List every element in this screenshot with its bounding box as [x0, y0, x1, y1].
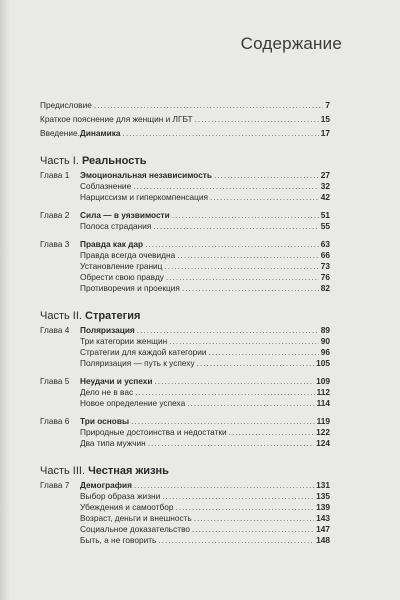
entry-label: Сила — в уязвимости [80, 210, 170, 220]
entry-label: Правда всегда очевидна [80, 250, 176, 260]
entry-label: Обрести свою правду [80, 272, 164, 282]
page-number: 148 [316, 535, 330, 545]
dot-leader [195, 114, 319, 125]
entry-label: Поляризация — путь к успеху [80, 358, 195, 368]
page-number: 122 [316, 427, 330, 437]
toc-chapter-entry [40, 376, 330, 387]
page-number: 32 [320, 181, 330, 191]
dot-leader [135, 387, 315, 398]
dot-leader [148, 438, 314, 449]
dot-leader [137, 325, 319, 336]
dot-leader [229, 427, 315, 438]
entry-label: Эмоциональная независимость [80, 170, 212, 180]
toc-section-entry [40, 261, 330, 272]
page-number: 124 [316, 438, 330, 448]
dot-leader [194, 513, 314, 524]
entry-label: Краткое пояснение для женщин и ЛГБТ [40, 114, 193, 124]
entry-label: Новое определение успеха [80, 398, 186, 408]
part-heading [40, 154, 330, 168]
entry-label: Дело не в вас [80, 387, 134, 397]
chapter-number: Глава 1 [40, 170, 70, 180]
chapter-number: Глава 4 [40, 325, 70, 335]
page-title: Содержание [240, 34, 342, 53]
chapter-number: Глава 6 [40, 416, 70, 426]
chapter-number: Глава 3 [40, 239, 70, 249]
dot-leader [197, 358, 315, 369]
chapter-number: Глава 7 [40, 480, 70, 490]
dot-leader [166, 272, 319, 283]
dot-leader [172, 210, 319, 221]
part-prefix: Часть III. [40, 465, 89, 477]
toc-section-entry [40, 427, 330, 438]
dot-leader [123, 128, 319, 139]
page-number: 27 [320, 170, 330, 180]
page-number: 17 [320, 128, 330, 138]
chapter-number: Глава 2 [40, 210, 70, 220]
page-number: 7 [325, 100, 330, 110]
part-heading [40, 464, 330, 478]
page-number: 82 [320, 283, 330, 293]
toc-chapter-entry [40, 210, 330, 221]
toc-front-entry [40, 128, 330, 139]
entry-label: Поляризация [80, 325, 135, 335]
dot-leader [134, 480, 314, 491]
toc-section-entry [40, 181, 330, 192]
toc-section-entry [40, 250, 330, 261]
entry-label: Убеждения и самоотбор [80, 502, 174, 512]
entry-label: Три основы [80, 416, 130, 426]
page-number: 51 [320, 210, 330, 220]
entry-label: Правда как дар [80, 239, 144, 249]
dot-leader [133, 181, 319, 192]
page-number: 112 [316, 387, 330, 397]
page-number: 15 [320, 114, 330, 124]
entry-label: Полоса страдания [80, 221, 152, 231]
dot-leader [209, 347, 319, 358]
entry-label: Выбор образа жизни [80, 491, 161, 501]
toc-section-entry [40, 502, 330, 513]
dot-leader [131, 416, 315, 427]
toc-chapter-entry [40, 239, 330, 250]
toc-section-entry [40, 192, 330, 203]
page-number: 76 [320, 272, 330, 282]
entry-label: Стратегии для каждой категории [80, 347, 207, 357]
toc-section-entry [40, 535, 330, 546]
page-number: 89 [320, 325, 330, 335]
dot-leader [162, 491, 314, 502]
toc-section-entry [40, 358, 330, 369]
dot-leader [177, 250, 319, 261]
page-number: 73 [320, 261, 330, 271]
page-number: 135 [316, 491, 330, 501]
entry-label: Неудачи и успехи [80, 376, 153, 386]
page-number: 66 [320, 250, 330, 260]
dot-leader [176, 502, 315, 513]
entry-label: Три категории женщин [80, 336, 168, 346]
toc-section-entry [40, 438, 330, 449]
page-number: 119 [316, 416, 330, 426]
dot-leader [210, 192, 319, 203]
toc-section-entry [40, 387, 330, 398]
page-gutter-shadow [0, 0, 10, 600]
page-number: 55 [320, 221, 330, 231]
entry-label: Противоречия и проекция [80, 283, 180, 293]
part-heading [40, 309, 330, 323]
entry-label: Нарциссизм и гиперкомпенсация [80, 192, 209, 202]
entry-label: Возраст, деньги и внешность [80, 513, 192, 523]
part-name: Реальность [81, 155, 147, 167]
dot-leader [158, 535, 314, 546]
dot-leader [182, 283, 319, 294]
dot-leader [145, 239, 319, 250]
page-number: 42 [320, 192, 330, 202]
page-number: 96 [320, 347, 330, 357]
entry-label: Быть, а не говорить [80, 535, 157, 545]
part-name: Стратегия [85, 310, 141, 322]
entry-label: Два типа мужчин [80, 438, 146, 448]
page-number: 109 [316, 376, 330, 386]
dot-leader [214, 170, 319, 181]
entry-label-bold: Динамика [79, 128, 121, 138]
toc-section-entry [40, 513, 330, 524]
entry-label: Введение. [40, 128, 80, 138]
page-number: 143 [316, 513, 330, 523]
part-name: Честная жизнь [88, 465, 169, 477]
dot-leader [153, 221, 318, 232]
entry-label: Демография [80, 480, 132, 490]
toc-section-entry [40, 283, 330, 294]
page-number: 147 [316, 524, 330, 534]
toc-section-entry [40, 221, 330, 232]
chapter-number: Глава 5 [40, 376, 70, 386]
toc-section-entry [40, 398, 330, 409]
toc-chapter-entry [40, 480, 330, 491]
page-number: 105 [316, 358, 330, 368]
dot-leader [187, 398, 314, 409]
entry-label: Установление границ [80, 261, 163, 271]
page-number: 114 [316, 398, 330, 408]
table-of-contents [40, 100, 330, 546]
toc-chapter-entry [40, 416, 330, 427]
toc-section-entry [40, 272, 330, 283]
dot-leader [192, 524, 314, 535]
toc-section-entry [40, 524, 330, 535]
toc-section-entry [40, 491, 330, 502]
toc-chapter-entry [40, 170, 330, 181]
page-number: 63 [320, 239, 330, 249]
entry-label: Природные достоинства и недостатки [80, 427, 227, 437]
page-number: 139 [316, 502, 330, 512]
page-number: 90 [320, 336, 330, 346]
toc-front-entry [40, 114, 330, 125]
part-prefix: Часть II. [40, 310, 85, 322]
dot-leader [94, 100, 324, 111]
toc-section-entry [40, 336, 330, 347]
dot-leader [169, 336, 319, 347]
part-prefix: Часть I. [40, 155, 82, 167]
dot-leader [154, 376, 314, 387]
page-number: 131 [316, 480, 330, 490]
entry-label: Соблазнение [80, 181, 132, 191]
toc-chapter-entry [40, 325, 330, 336]
toc-section-entry [40, 347, 330, 358]
dot-leader [164, 261, 318, 272]
toc-front-entry [40, 100, 330, 111]
entry-label: Предисловие [40, 100, 92, 110]
entry-label: Социальное доказательство [80, 524, 190, 534]
